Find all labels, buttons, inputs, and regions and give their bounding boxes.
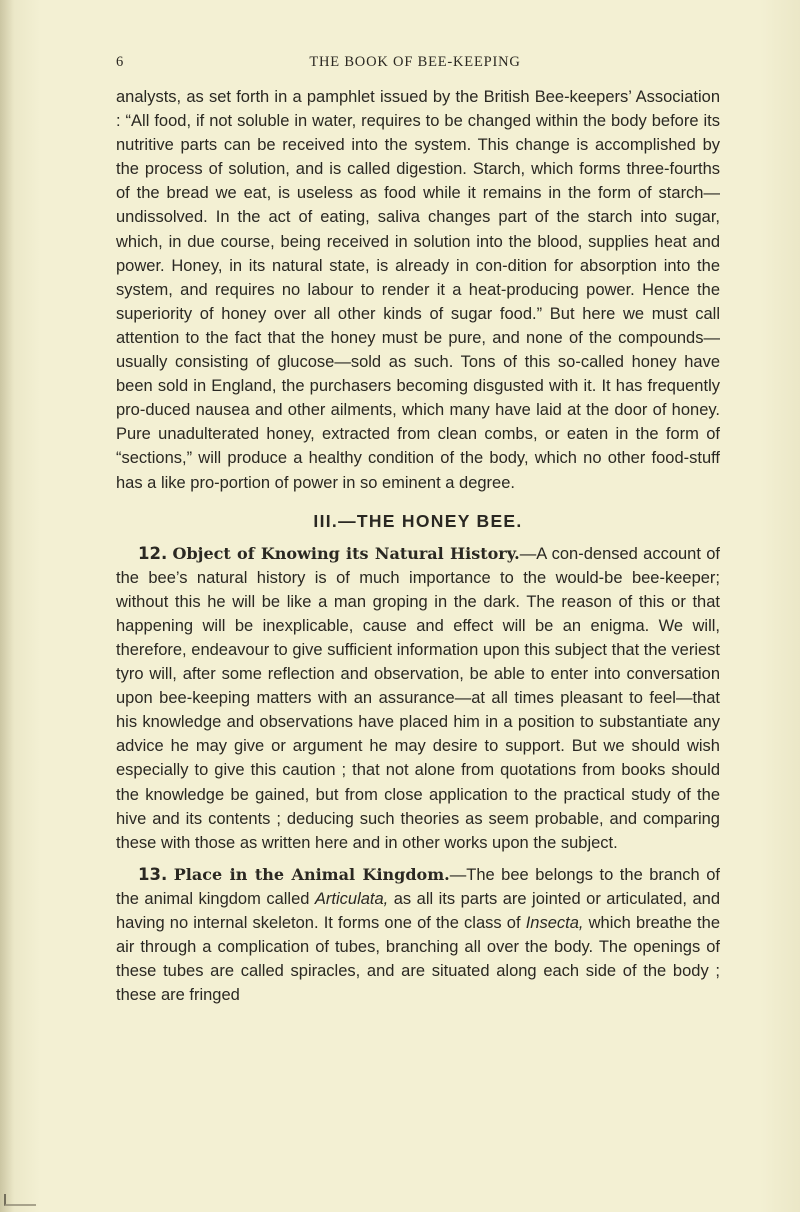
- paragraph-text: which breathe the air through a complication of tubes, branching all over the body. The openings of these tubes are called spiracles, and are situated along each side of the body ; these are fringed: [116, 914, 720, 1005]
- paragraph-heading: Place in the Animal Kingdom.: [173, 864, 450, 884]
- paragraph-number: 13.: [138, 864, 168, 884]
- italic-term: Articulata,: [314, 889, 389, 908]
- paragraph-12: [116, 542, 720, 855]
- paragraph-text: as all its parts are jointed or articulated, and having no internal skeleton. It forms one of the class of: [116, 889, 720, 932]
- paragraph-13: [116, 863, 720, 1008]
- spine-shadow: [0, 0, 14, 1212]
- italic-term: Insecta,: [525, 914, 584, 932]
- paragraph-text: —A con-densed account of the bee’s natural history is of much importance to the would-be bee-keeper; without this he will be like a man groping in the dark. The reason of this or that happening will be inexplicable, cause and effect will be an enigma. We will, therefore, endeavour to give sufficient information upon this subject that the veriest tyro will, after some reflection and observation, be able to enter into conversation upon bee-keeping matters with an assurance—at all times pleasant to feel—that his knowledge and observations have placed him in a position to substantiate any advice he may give or argument he may desire to support. But we should wish especially to give this caution ; that not alone from quotations from books should the knowledge be gained, but from close application to the practical study of the hive and its contents ; deducing such theories as seem probable, and comparing these with those as written here and in other works upon the subject.: [116, 544, 721, 852]
- paragraph-gap: [116, 855, 720, 863]
- text-block: [116, 85, 720, 1007]
- paragraph-text: —The bee belongs to the branch of the animal kingdom called: [116, 865, 720, 908]
- paragraph-number: 12.: [138, 543, 168, 563]
- running-head: [110, 54, 720, 76]
- page-number: 6: [116, 54, 125, 70]
- paragraph-heading: Object of Knowing its Natural History.: [172, 543, 520, 563]
- paragraph-continued: analysts, as set forth in a pamphlet issued by the British Bee-keepers’ Association : “All food, if not soluble in water, requires to be changed within the body before its nutritive parts can be received into the system. This change is accomplished by the process of solution, and is called digestion. Starch, which forms three-fourths of the bread we eat, is useless as food while it remains in the form of starch—undissolved. In the act of eating, saliva changes part of the starch into sugar, which, in due course, being received in solution into the blood, supplies heat and power. Honey, in its natural state, is already in con-dition for absorption into the system, and requires no labour to render it a heat-producing power. Hence the superiority of honey over all other kinds of sugar food.” But here we must call attention to the fact that the honey must be pure, and none of the compounds—usually consisting of glucose—sold as such. Tons of this so-called honey have been sold in England, the purchasers becoming disgusted with it. It has frequently pro-duced nausea and other ailments, which many have laid at the door of honey. Pure unadulterated honey, extracted from clean combs, or eaten in the form of “sections,” will produce a healthy condition of the body, which no other food-stuff has a like pro-portion of power in so eminent a degree.: [116, 88, 720, 492]
- section-heading: III.—THE HONEY BEE.: [313, 510, 523, 531]
- corner-mark: [4, 1194, 36, 1206]
- book-title: THE BOOK OF BEE-KEEPING: [309, 54, 521, 70]
